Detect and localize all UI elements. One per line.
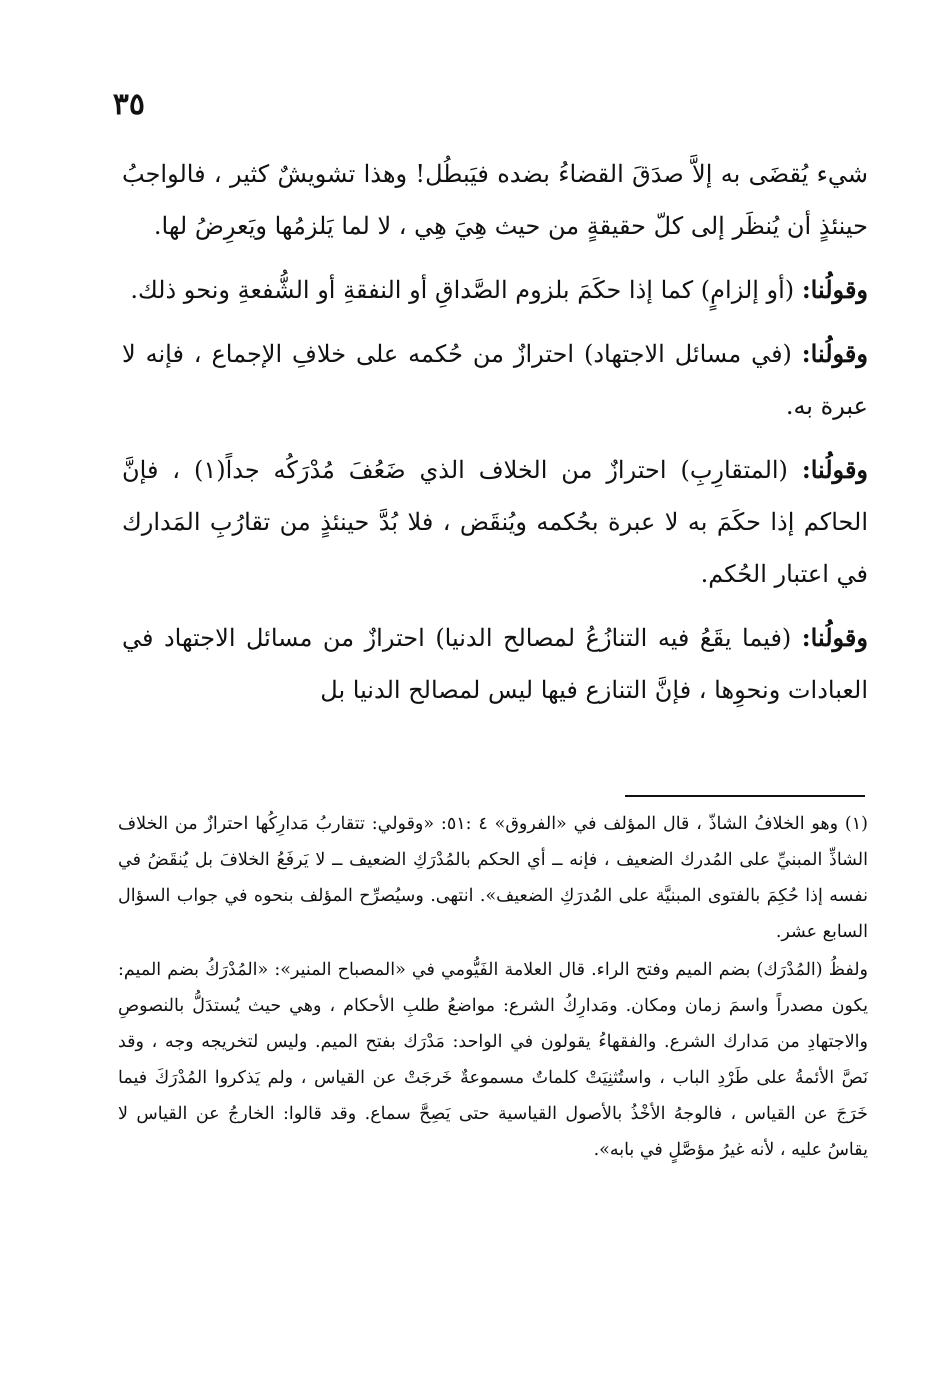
page-number: ٣٥	[112, 87, 145, 122]
body-paragraph	[122, 264, 868, 316]
body-paragraph	[122, 328, 868, 432]
body-paragraph	[122, 444, 868, 600]
paragraph-text: شيء يُقضَى به إلاَّ صدَقَ القضاءُ بضده فيَبطُل! وهذا تشويشٌ كثير ، فالواجبُ حينئذٍ أن يُنظَر إلى كلّ حقيقةٍ من حيث هِيَ هِي ، لا لما يَلزمُها ويَعرِضُ لها.	[122, 160, 868, 240]
paragraph-lead: وقولُنا:	[801, 623, 868, 652]
paragraph-text: (فيما يقَعُ فيه التنازُعُ لمصالح الدنيا) احترازٌ من مسائل الاجتهاد في العبادات ونحوِها ، فإنَّ التنازع فيها ليس لمصالح الدنيا بل	[122, 624, 868, 704]
paragraph-lead: وقولُنا:	[801, 339, 868, 368]
paragraph-text: (المتقارِبِ) احترازٌ من الخلاف الذي ضَعُفَ مُدْرَكُه جداً(١) ، فإنَّ الحاكم إذا حكَمَ به لا عبرة بحُكمه ويُنقَض ، فلا بُدَّ حينئذٍ من تقارُبِ المَدارك في اعتبار الحُكم.	[122, 456, 868, 588]
body-paragraph	[122, 612, 868, 716]
paragraph-text: (أو إلزامٍ) كما إذا حكَمَ بلزوم الصَّداقِ أو النفقةِ أو الشُّفعةِ ونحو ذلك.	[130, 276, 795, 304]
body-paragraph	[122, 148, 868, 252]
footnotes	[118, 806, 868, 1168]
main-text	[122, 148, 868, 728]
footnote-paragraph: ولفظُ (المُدْرَك) بضم الميم وفتح الراء. قال العلامة الفَيُّومي في «المصباح المنير»: «المُدْرَكُ بضم الميم: يكون مصدراً واسمَ زمان ومكان. ومَدارِكُ الشرع: مواضعُ طلبِ الأحكام ، وهي حيث يُستدَلُّ بالنصوصِ والاجتهادِ من مَدارك الشرع. والفقهاءُ يقولون في الواحد: مَدْرَك بفتح الميم. وليس لتخريجه وجه ، وقد نَصَّ الأئمةُ على طَرْدِ الباب ، واستُثنِيَتْ كلماتٌ مسموعةٌ خَرجَتْ عن القياس ، ولم يَذكروا المُدْرَكَ فيما خَرَجَ عن القياس ، فالوجهُ الأخْذُ بالأصول القياسية حتى يَصِحَّ سماع. وقد قالوا: الخارجُ عن القياس لا يقاسُ عليه ، لأنه غيرُ مؤصَّلٍ في بابه».	[118, 960, 868, 1160]
footnote-paragraph: (١) وهو الخلافُ الشاذّ ، قال المؤلف في «الفروق» ٤ :٥١: «وقولي: تتقاربُ مَدارِكُها احترازٌ من الخلاف الشاذِّ المبنيِّ على المُدرك الضعيف ، فإنه ــ أي الحكم بالمُدْرَكِ الضعيف ــ لا يَرفَعُ الخلافَ بل يُنقَضُ في نفسه إذا حُكِمَ بالفتوى المبنيَّة على المُدرَكِ الضعيف». انتهى. وسيُصرِّح المؤلف بنحوه في جواب السؤال السابع عشر.	[118, 814, 868, 942]
paragraph-lead: وقولُنا:	[801, 275, 868, 304]
paragraph-lead: وقولُنا:	[801, 455, 869, 484]
paragraph-text: (في مسائل الاجتهاد) احترازٌ من حُكمه على خلافِ الإجماع ، فإنه لا عبرة به.	[122, 340, 868, 420]
footnote-separator	[625, 795, 865, 797]
